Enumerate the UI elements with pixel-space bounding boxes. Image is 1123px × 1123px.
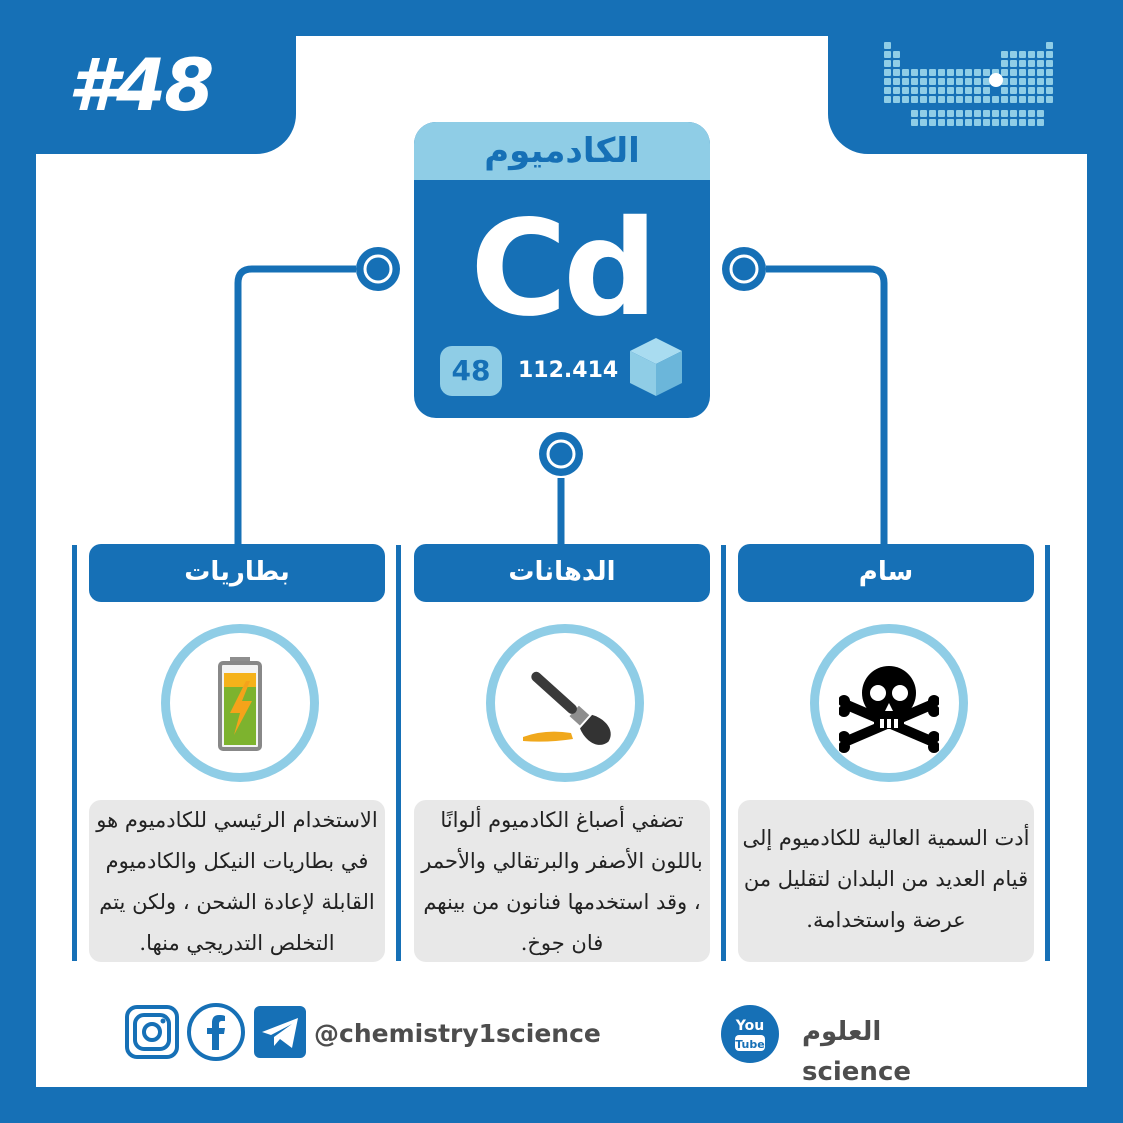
card-title: الدهانات bbox=[414, 544, 710, 602]
element-card bbox=[414, 122, 710, 418]
card-description: تضفي أصباغ الكادميوم ألوانًا باللون الأصفر والبرتقالي والأحمر ، وقد استخدمها فنانون من بينهم فان جوخ. bbox=[414, 800, 710, 962]
icon-ring bbox=[486, 624, 644, 782]
social-handle[interactable]: @chemistry1science bbox=[314, 1019, 601, 1048]
divider-line bbox=[1045, 545, 1050, 961]
youtube-icon[interactable] bbox=[720, 1004, 780, 1064]
card-paints bbox=[414, 544, 710, 962]
issue-number: #48 bbox=[68, 43, 213, 127]
skull-crossbones-icon bbox=[839, 653, 939, 753]
card-batteries bbox=[89, 544, 385, 962]
instagram-icon[interactable] bbox=[124, 1004, 180, 1060]
cube-icon bbox=[626, 334, 686, 400]
icon-ring bbox=[161, 624, 319, 782]
element-symbol: Cd bbox=[470, 192, 654, 346]
youtube-channel-label[interactable]: العلوم science bbox=[802, 1017, 911, 1087]
card-toxic bbox=[738, 544, 1034, 962]
card-title: بطاريات bbox=[89, 544, 385, 602]
youtube-icon-text-top: You bbox=[735, 1018, 765, 1034]
paintbrush-icon bbox=[515, 653, 615, 753]
card-description: الاستخدام الرئيسي للكادميوم هو في بطاريات النيكل والكادميوم القابلة لإعادة الشحن ، ولكن يتم التخلص التدريجي منها. bbox=[89, 800, 385, 962]
atomic-number: 48 bbox=[440, 346, 502, 396]
divider-line bbox=[721, 545, 726, 961]
card-title: سام bbox=[738, 544, 1034, 602]
card-description: أدت السمية العالية للكادميوم إلى قيام العديد من البلدان لتقليل من عرضة واستخدامة. bbox=[738, 800, 1034, 962]
element-name: الكادميوم bbox=[484, 131, 640, 171]
icon-ring bbox=[810, 624, 968, 782]
battery-charging-icon bbox=[190, 653, 290, 753]
facebook-icon[interactable] bbox=[186, 1002, 246, 1062]
atomic-mass: 112.414 bbox=[518, 358, 619, 383]
divider-line bbox=[396, 545, 401, 961]
divider-line bbox=[72, 545, 77, 961]
youtube-icon-text-bottom: Tube bbox=[735, 1038, 765, 1051]
telegram-icon[interactable] bbox=[254, 1006, 306, 1058]
